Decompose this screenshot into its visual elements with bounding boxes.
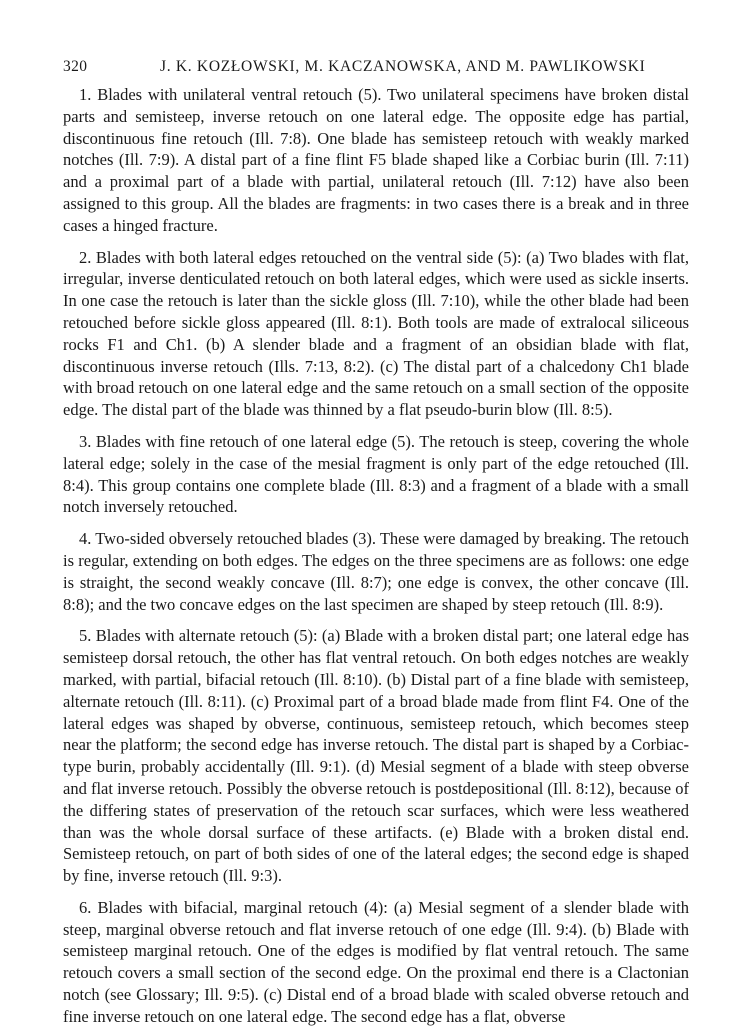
paragraph-5: 5. Blades with alternate retouch (5): (a) Blade with a broken distal part; one lateral edge has semisteep dorsal retouch, the other has flat ventral retouch. On both edges notches are weakly marked, with partial, bifacial retouch (Ill. 8:10). (b) Distal part of a fine blade with semisteep, alternate retouch (Ill. 8:11). (c) Proximal part of a broad blade made from flint F4. One of the lateral edges was shaped by obverse, continuous, semisteep retouch, which becomes steep near the platform; the second edge has inverse retouch. The distal part is shaped by a Corbiac-type burin, probably accidentally (Ill. 9:1). (d) Mesial segment of a blade with steep obverse and flat inverse retouch. Possibly the obverse retouch is postdepositional (Ill. 8:12), because of the differing states of preservation of the retouch scar surfaces, which were less weathered than was the whole dorsal surface of these artifacts. (e) Blade with a broken distal end. Semisteep retouch, on part of both sides of one of the lateral edges; the second edge is shaped by fine, inverse retouch (Ill. 9:3). xyxy=(63,626,689,886)
paragraph-3: 3. Blades with fine retouch of one lateral edge (5). The retouch is steep, covering the whole lateral edge; solely in the case of the mesial fragment is only part of the edge retouched (Ill. 8:4). This group contains one complete blade (Ill. 8:3) and a fragment of a blade with a small notch inversely retouched. xyxy=(63,431,689,517)
paragraph-4: 4. Two-sided obversely retouched blades (3). These were damaged by breaking. The retouch is regular, extending on both edges. The edges on the three specimens are as follows: one edge is straight, the second weakly concave (Ill. 8:7); one edge is convex, the other concave (Ill. 8:8); and the two concave edges on the last specimen are shaped by steep retouch (Ill. 8:9). xyxy=(63,529,689,614)
running-title: J. K. KOZŁOWSKI, M. KACZANOWSKA, AND M. PAWLIKOWSKI xyxy=(160,58,646,75)
page-number: 320 xyxy=(63,58,88,75)
paragraph-6: 6. Blades with bifacial, marginal retouch (4): (a) Mesial segment of a slender blade with steep, marginal obverse retouch and flat inverse retouch of one edge (Ill. 9:4). (b) Blade with semisteep marginal retouch. One of the edges is modified by flat ventral retouch. The same retouch covers a small section of the second edge. On the proximal end there is a Clactonian notch (see Glossary; Ill. 9:5). (c) Distal end of a broad blade with scaled obverse retouch and fine inverse retouch on one lateral edge. The second edge has a flat, obverse xyxy=(63,897,689,1026)
paragraph-1: 1. Blades with unilateral ventral retouch (5). Two unilateral specimens have broken distal parts and semisteep, inverse retouch on one lateral edge. The opposite edge has partial, discontinuous fine retouch (Ill. 7:8). One blade has semisteep retouch with weakly marked notches (Ill. 7:9). A distal part of a fine flint F5 blade shaped like a Corbiac burin (Ill. 7:11) and a proximal part of a blade with partial, unilateral retouch (Ill. 7:12) have also been assigned to this group. All the blades are fragments: in two cases there is a break and in three cases a hinged fracture. xyxy=(63,85,689,235)
body-text xyxy=(63,84,689,1028)
running-header xyxy=(63,48,689,84)
paragraph-2: 2. Blades with both lateral edges retouched on the ventral side (5): (a) Two blades with flat, irregular, inverse denticulated retouch on both lateral edges, which were used as sickle inserts. In one case the retouch is later than the sickle gloss (Ill. 7:10), while the other blade had been retouched before sickle gloss appeared (Ill. 8:1). Both tools are made of extralocal siliceous rocks F1 and Ch1. (b) A slender blade and a fragment of an obsidian blade with flat, discontinuous inverse retouch (Ills. 7:13, 8:2). (c) The distal part of a chalcedony Ch1 blade with broad retouch on one lateral edge and the same retouch on a small section of the opposite edge. The distal part of the blade was thinned by a flat pseudo-burin blow (Ill. 8:5). xyxy=(63,247,689,420)
